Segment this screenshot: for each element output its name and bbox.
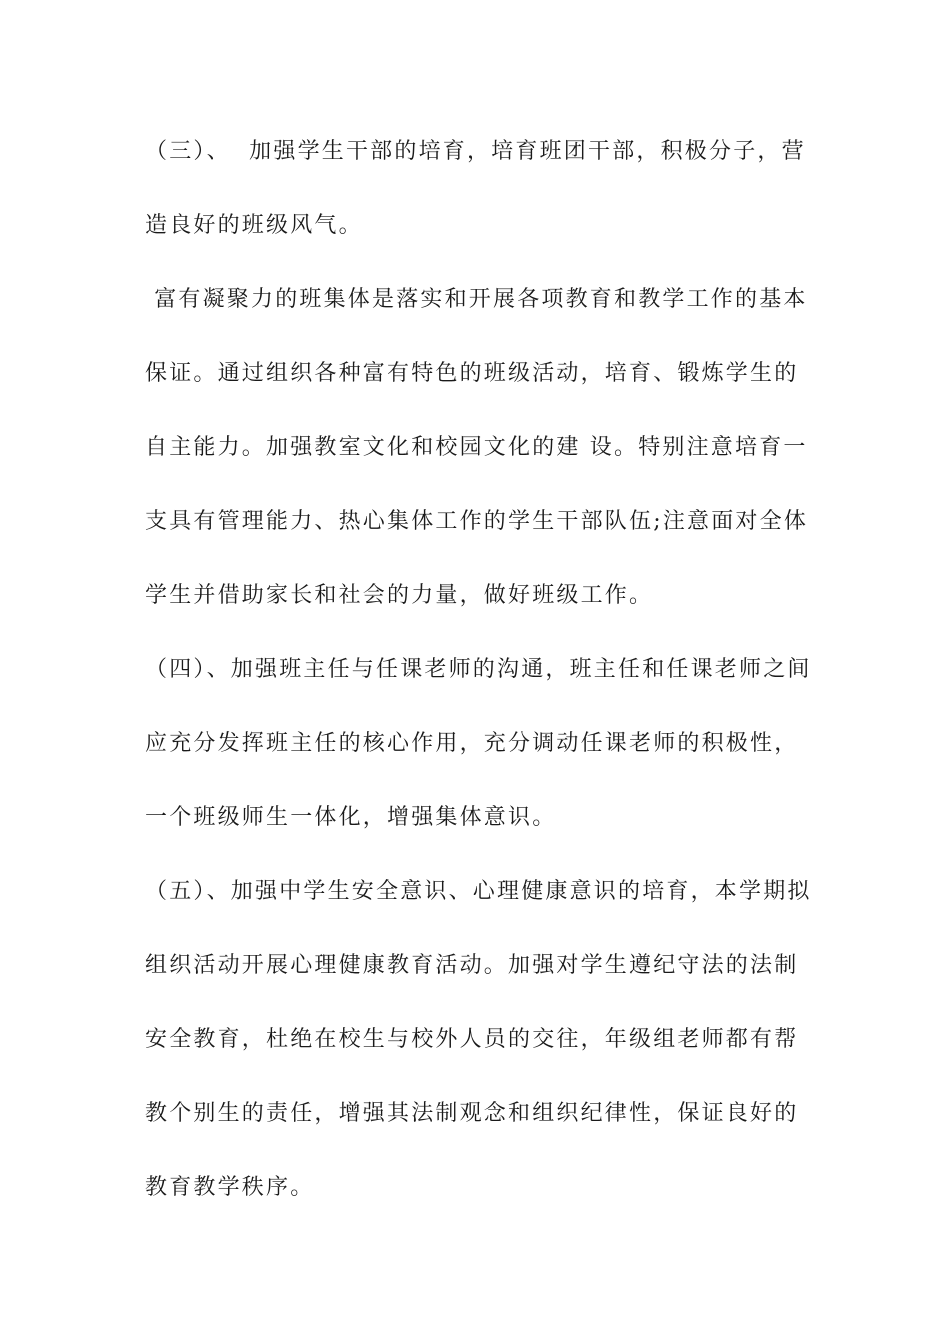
- text-line: （五）、加强中学生安全意识、心理健康意识的培育，本学期拟: [145, 879, 812, 904]
- text-line: 教个别生的责任，增强其法制观念和组织纪律性，保证良好的: [145, 1101, 799, 1126]
- text-line: 应充分发挥班主任的核心作用，充分调动任课老师的积极性，: [145, 731, 799, 756]
- text-line: 组织活动开展心理健康教育活动。加强对学生遵纪守法的法制: [145, 953, 799, 978]
- text-line: 学生并借助家长和社会的力量，做好班级工作。: [145, 583, 654, 608]
- text-line: （四）、加强班主任与任课老师的沟通，班主任和任课老师之间: [145, 657, 812, 682]
- text-line: （三）、 加强学生干部的培育，培育班团干部，积极分子，营: [145, 139, 806, 164]
- text-line: 自主能力。加强教室文化和校园文化的建 设。特别注意培育一: [145, 435, 808, 460]
- text-line: 一个班级师生一体化，增强集体意识。: [145, 805, 557, 830]
- text-line: 支具有管理能力、热心集体工作的学生干部队伍;注意面对全体: [145, 509, 809, 534]
- text-line: 造良好的班级风气。: [145, 213, 363, 238]
- text-line: 富有凝聚力的班集体是落实和开展各项教育和教学工作的基本: [145, 287, 808, 312]
- text-line: 安全教育，杜绝在校生与校外人员的交往，年级组老师都有帮: [145, 1027, 799, 1052]
- text-line: 保证。通过组织各种富有特色的班级活动，培育、锻炼学生的: [145, 361, 799, 386]
- text-line: 教育教学秩序。: [145, 1175, 315, 1200]
